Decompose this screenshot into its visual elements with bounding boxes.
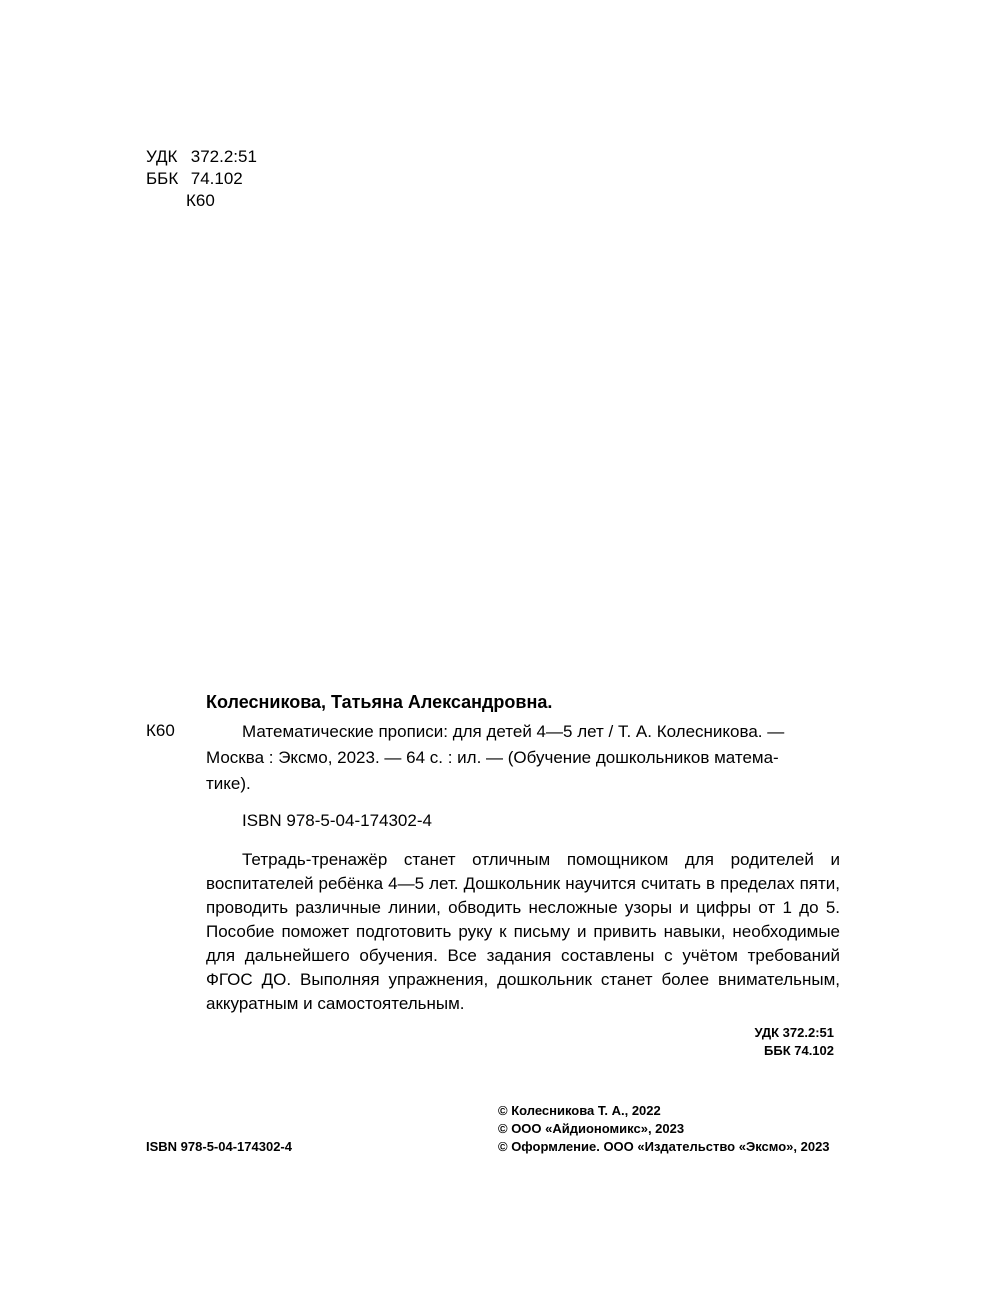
record-isbn: ISBN 978-5-04-174302-4	[242, 811, 432, 830]
title-line-3: тике).	[206, 774, 251, 793]
title-line-2: Москва : Эксмо, 2023. — 64 с. : ил. — (Обучение дошкольников матема-	[206, 748, 779, 767]
author-sign: К60	[186, 191, 215, 210]
udk-label: УДК	[146, 147, 178, 166]
udk-value: 372.2:51	[190, 147, 257, 166]
annotation-text: Тетрадь-тренажёр станет отличным помощником для родителей и воспитателей ребёнка 4—5 лет. Дошкольник научится считать в пределах пяти, проводить различные линии, обводить несложные узоры и цифры от 1 до 5. Пособие поможет подготовить руку к письму и привить навыки, необходимые для дальнейшего обучения. Все задания составлены с учётом требований ФГОС ДО. Выполняя упражнения, дошкольник станет более внимательным, аккуратным и самостоятельным.	[206, 850, 840, 1013]
bbk-line	[146, 168, 257, 190]
udk-line	[146, 146, 257, 168]
footer-isbn: ISBN 978-5-04-174302-4	[146, 1139, 292, 1154]
top-classification-block	[146, 146, 257, 212]
copyright-design: © Оформление. ООО «Издательство «Эксмо», 2023	[498, 1139, 830, 1154]
side-author-sign: К60	[146, 721, 175, 740]
copyright-block	[498, 1102, 830, 1156]
bottom-udk: УДК 372.2:51	[754, 1025, 834, 1040]
title-line-1: Математические прописи: для детей 4—5 лет / Т. А. Колесникова. —	[242, 722, 785, 741]
copyright-company: © ООО «Айдиономикс», 2023	[498, 1121, 685, 1136]
bottom-bbk: ББК 74.102	[764, 1043, 834, 1058]
bbk-value: 74.102	[190, 169, 243, 188]
author-heading: Колесникова, Татьяна Александровна.	[206, 692, 553, 712]
bottom-classification-block	[640, 1024, 834, 1060]
bbk-label: ББК	[146, 169, 179, 188]
author-sign-line	[146, 190, 257, 212]
copyright-author: © Колесникова Т. А., 2022	[498, 1103, 661, 1118]
